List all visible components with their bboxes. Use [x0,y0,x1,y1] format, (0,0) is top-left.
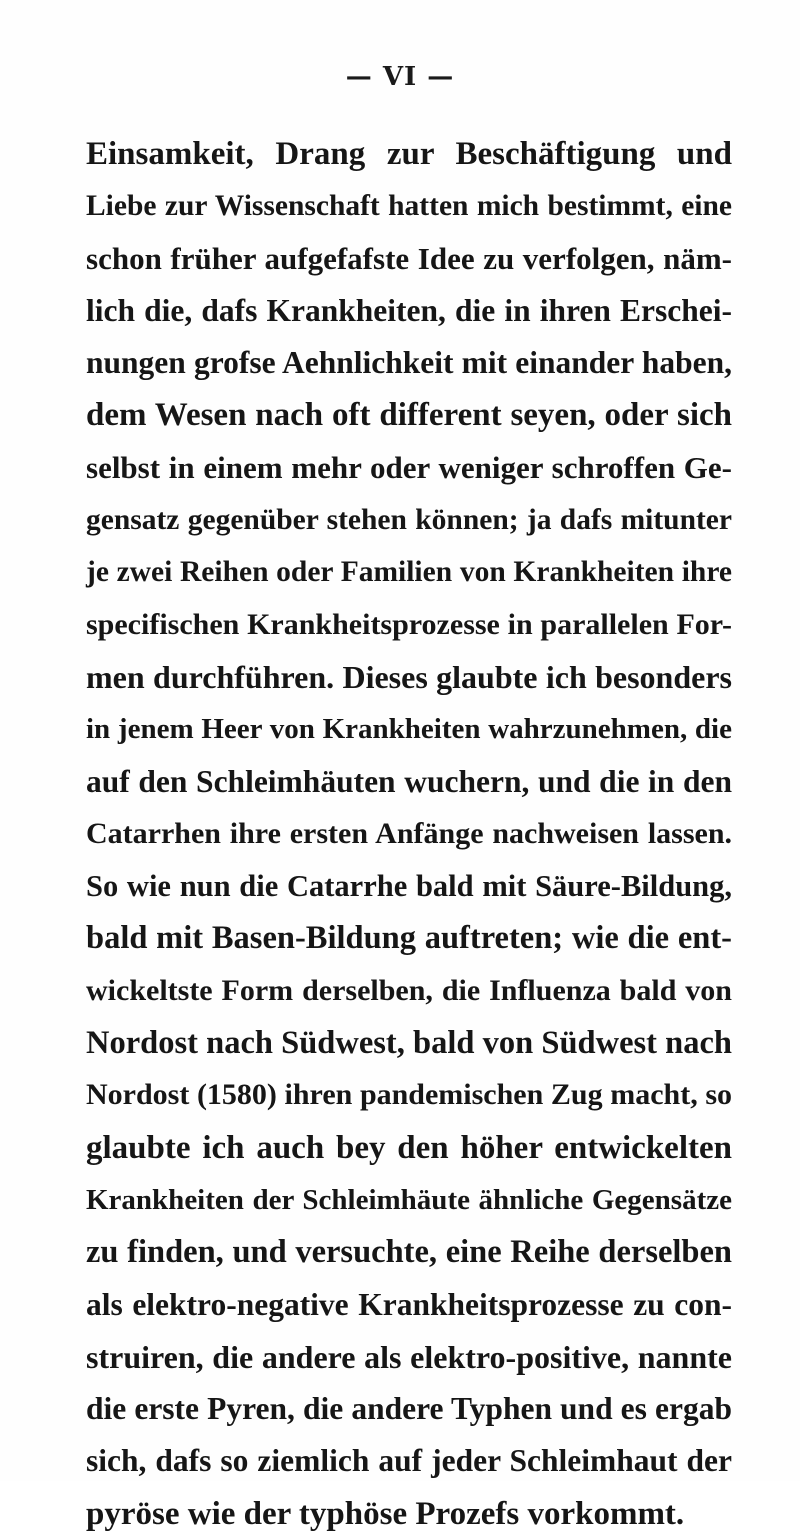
text-line: dem Wesen nach oft different seyen, oder sich [86,397,732,434]
text-line: specifischen Krankheitsprozesse in parallelen For- [86,607,732,641]
text-line: Nordost nach Südwest, bald von Südwest nach [86,1025,732,1062]
text-line: gensatz gegenüber stehen können; ja dafs mitunter [86,504,732,537]
text-line: glaubte ich auch bey den höher entwickelten [86,1129,732,1166]
text-line: pyröse wie der typhöse Prozefs vorkommt. [86,1495,685,1532]
text-line: in jenem Heer von Krankheiten wahrzunehmen, die [86,713,732,746]
text-line: Nordost (1580) ihren pandemischen Zug macht, so [86,1078,732,1112]
text-line: men durchführen. Dieses glaubte ich besonders [86,658,732,695]
text-line: sich, dafs so ziemlich auf jeder Schleimhaut der [86,1443,732,1479]
text-line: Catarrhen ihre ersten Anfänge nachweisen lassen. [86,816,732,850]
page-number-header: — VI — [345,62,455,92]
text-line: So wie nun die Catarrhe bald mit Säure-Bildung, [86,869,732,904]
text-line: schon früher aufgefafste Idee zu verfolgen, näm- [86,240,732,276]
text-line: nungen grofse Aehnlichkeit mit einander haben, [86,345,732,381]
text-line: bald mit Basen-Bildung auftreten; wie die ent- [86,920,732,957]
text-line: Krankheiten der Schleimhäute ähnliche Gegensätze [86,1183,732,1216]
text-line: auf den Schleimhäuten wuchern, und die in den [86,763,732,799]
text-line: selbst in einem mehr oder weniger schroffen Ge- [86,449,732,485]
text-line: Liebe zur Wissenschaft hatten mich bestimmt, eine [86,190,732,223]
text-line: zu finden, und versuchte, eine Reihe derselben [86,1234,732,1271]
text-line: je zwei Reihen oder Familien von Krankheiten ihre [86,556,732,589]
text-line: struiren, die andere als elektro-positive, nannte [86,1338,732,1375]
text-line: die erste Pyren, die andere Typhen und es ergab [86,1391,732,1427]
text-line: wickeltste Form derselben, die Influenza bald von [86,973,732,1007]
text-line: als elektro-negative Krankheitsprozesse zu con- [86,1286,732,1322]
text-line: lich die, dafs Krankheiten, die in ihren Erschei- [86,292,732,328]
text-line: Einsamkeit, Drang zur Beschäftigung und [86,136,732,172]
body-text [86,128,732,1540]
